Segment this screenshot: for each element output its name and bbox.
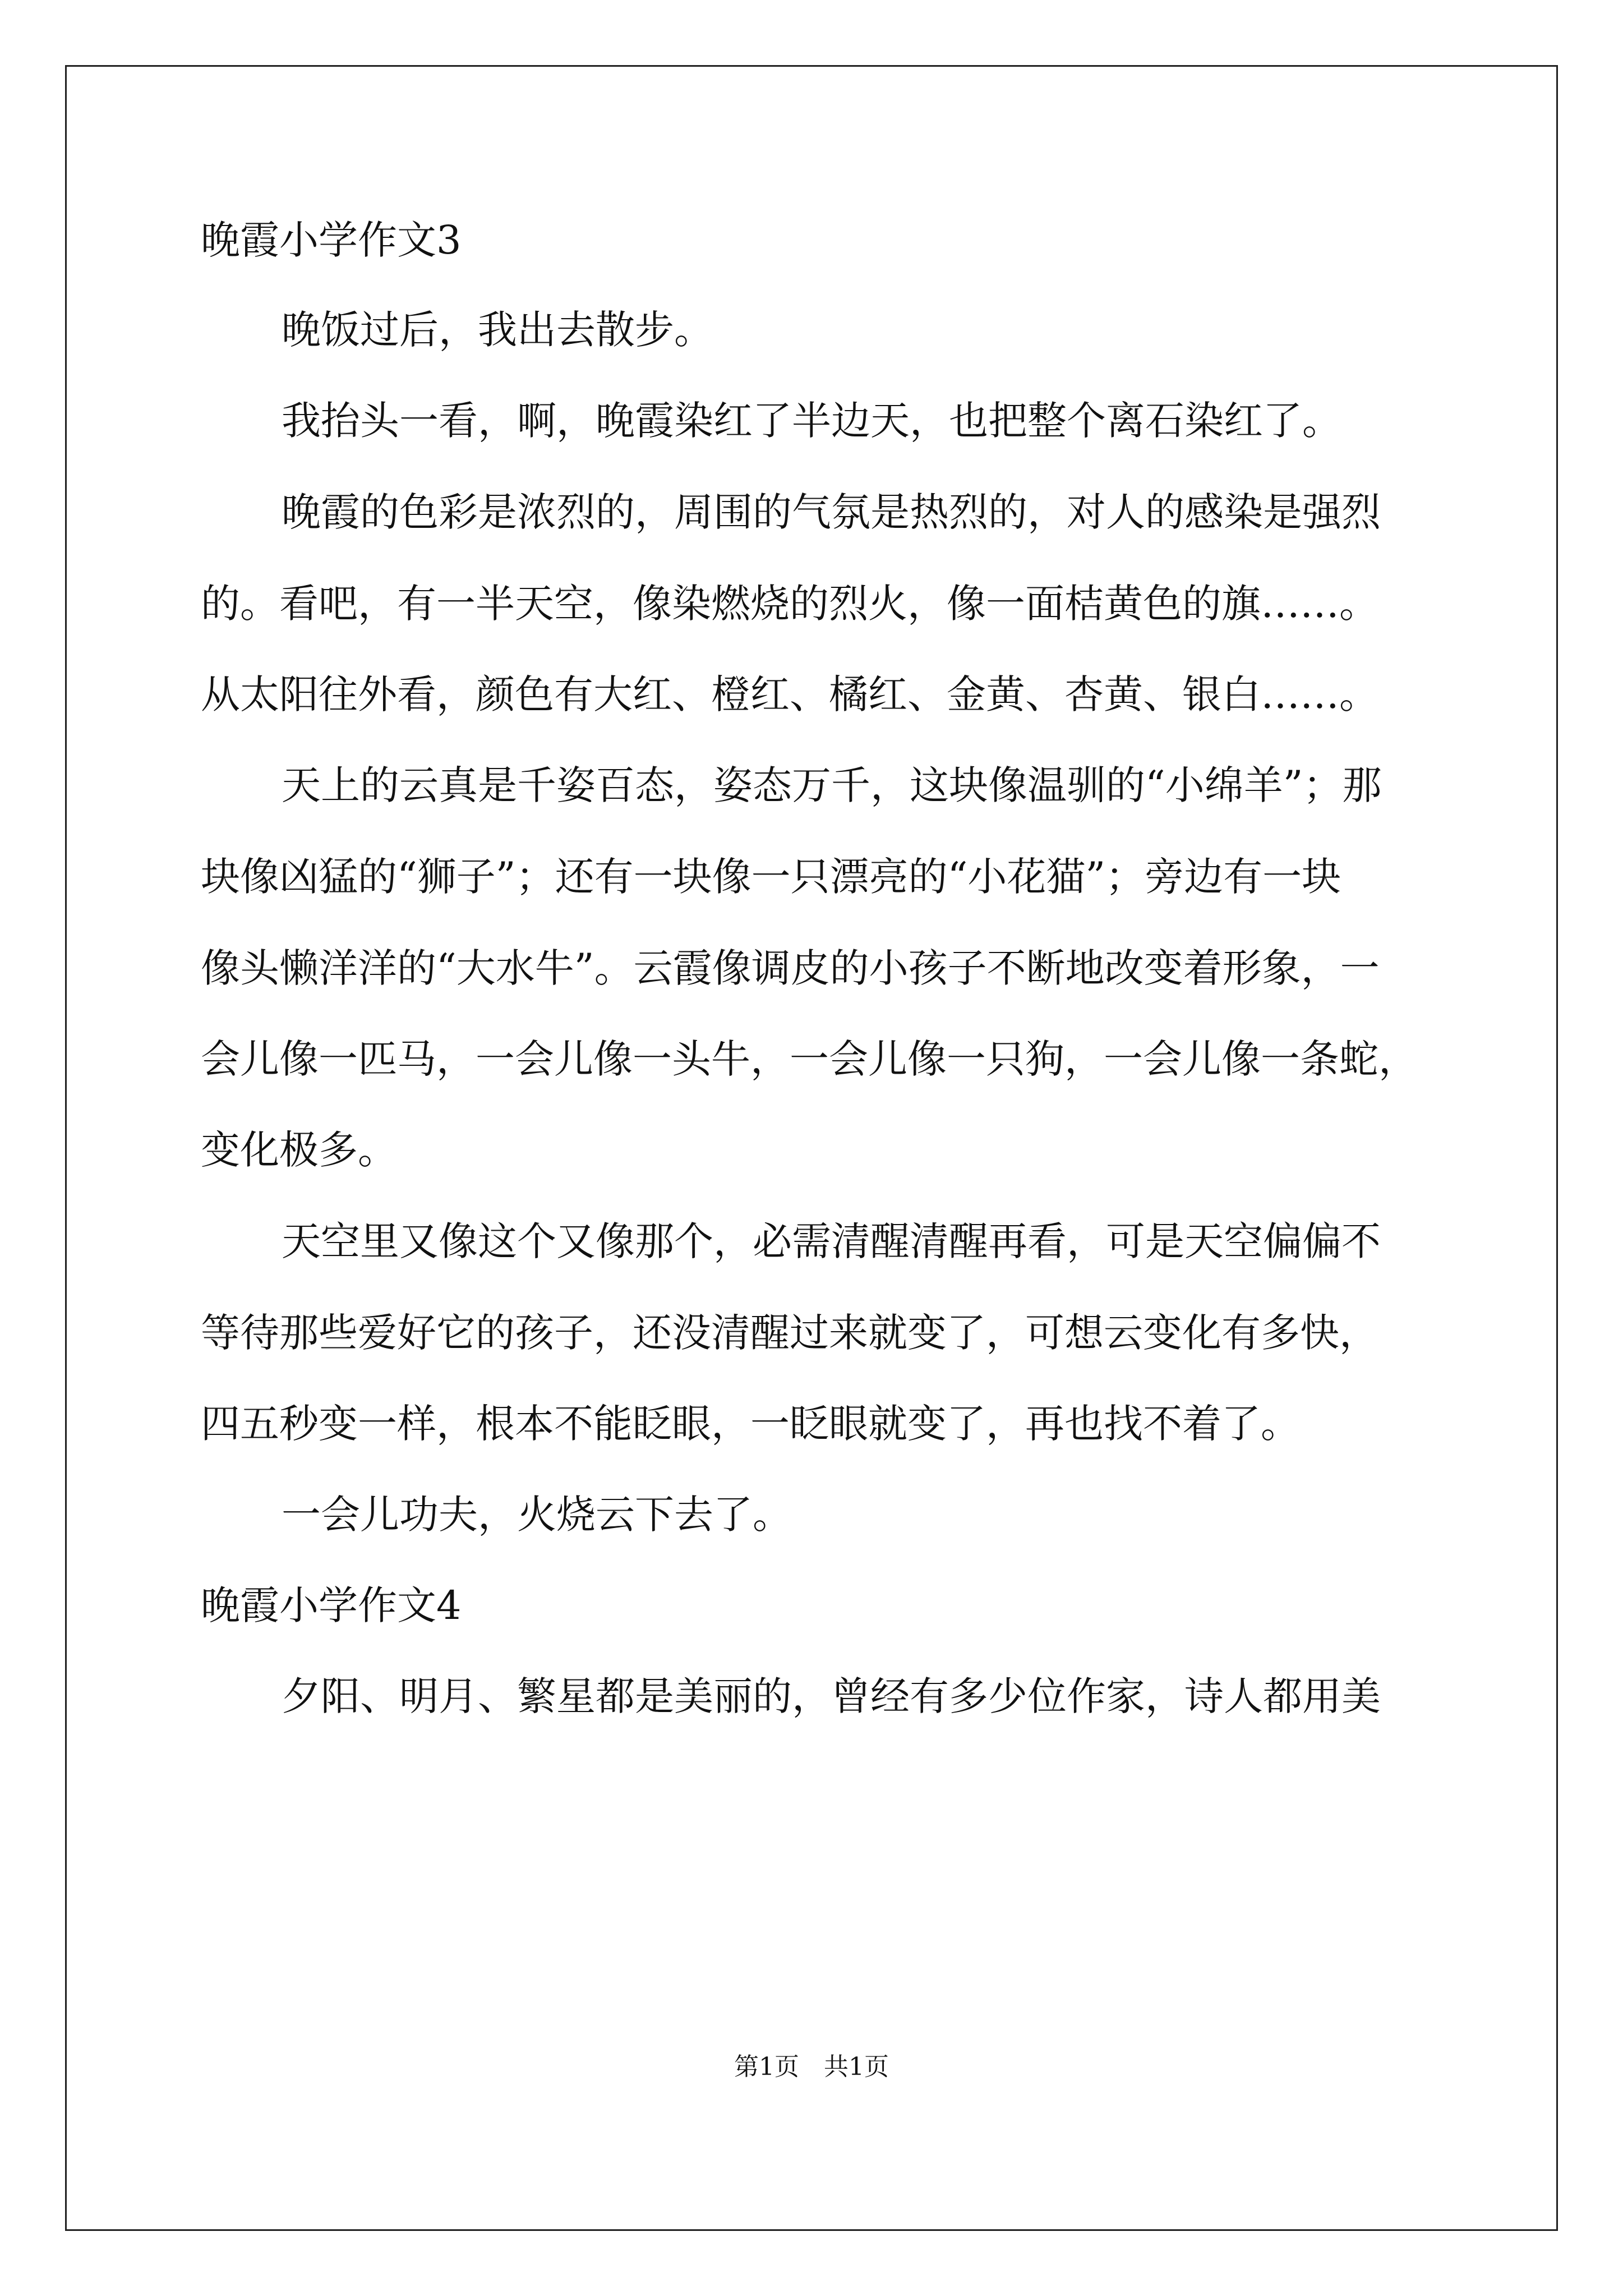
- paragraph-line: 块像凶猛的“狮子”；还有一块像一只漂亮的“小花猫”；旁边有一块: [201, 854, 1341, 900]
- paragraph-line: 夕阳、明月、繁星都是美丽的，曾经有多少位作家，诗人都用美: [282, 1673, 1381, 1719]
- paragraph-line: 会儿像一匹马，一会儿像一头牛，一会儿像一只狗，一会儿像一条蛇，: [201, 1036, 1418, 1082]
- paragraph-line: 晚霞的色彩是浓烈的，周围的气氛是热烈的，对人的感染是强烈: [282, 489, 1381, 535]
- paragraph-line: 天上的云真是千姿百态，姿态万千，这块像温驯的“小绵羊”；那: [282, 762, 1382, 808]
- paragraph-line: 一会儿功夫，火烧云下去了。: [282, 1492, 792, 1538]
- paragraph-line: 晚饭过后，我出去散步。: [282, 307, 713, 353]
- essay-title-3: 晚霞小学作文3: [201, 217, 462, 263]
- paragraph-line: 从太阳往外看，颜色有大红、橙红、橘红、金黄、杏黄、银白……。: [201, 671, 1378, 717]
- paragraph-line: 像头懒洋洋的“大水牛”。云霞像调皮的小孩子不断地改变着形象，一: [201, 945, 1380, 991]
- paragraph-line: 天空里又像这个又像那个，必需清醒清醒再看，可是天空偏偏不: [282, 1218, 1381, 1264]
- paragraph-line: 我抬头一看，啊，晚霞染红了半边天，也把整个离石染红了。: [282, 398, 1341, 444]
- essay-title-4: 晚霞小学作文4: [201, 1582, 462, 1628]
- paragraph-line: 四五秒变一样，根本不能眨眼，一眨眼就变了，再也找不着了。: [201, 1401, 1300, 1447]
- paragraph-line: 的。看吧，有一半天空，像染燃烧的烈火，像一面桔黄色的旗……。: [201, 581, 1378, 627]
- paragraph-line: 变化极多。: [201, 1127, 397, 1173]
- page-number: 第1页 共1页: [734, 2053, 889, 2081]
- paragraph-line: 等待那些爱好它的孩子，还没清醒过来就变了，可想云变化有多快，: [201, 1310, 1378, 1356]
